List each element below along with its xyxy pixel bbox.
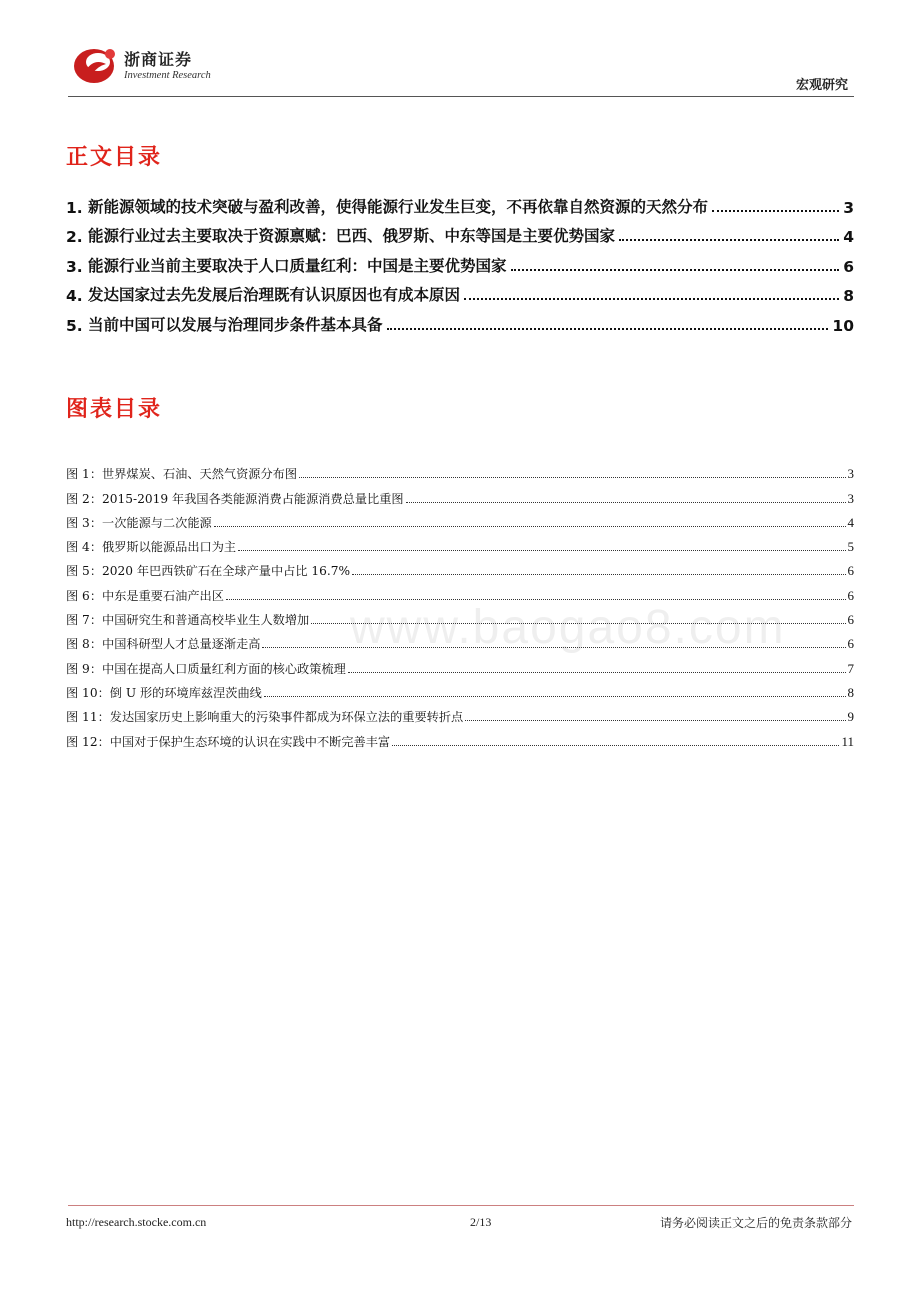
- figure-label: 图 1：: [66, 467, 103, 482]
- page-number: 2/13: [470, 1215, 492, 1229]
- footer-url-link[interactable]: http://research.stocke.com.cn: [66, 1215, 207, 1229]
- toc-leader: [238, 550, 845, 551]
- figure-title: 中国在提高人口质量红利方面的核心政策梳理: [102, 661, 346, 676]
- figure-page: 4: [847, 514, 854, 530]
- toc-entry-page: 3: [843, 198, 854, 217]
- figure-toc-entry[interactable]: [66, 482, 854, 506]
- brand-name: 浙商证券: [124, 50, 193, 69]
- figure-title: 中国科研型人才总量逐渐走高: [102, 637, 261, 652]
- figure-title: 中国研究生和普通高校毕业生人数增加: [102, 613, 310, 628]
- figure-page: 11: [841, 733, 854, 749]
- toc-leader: [619, 239, 839, 241]
- figure-page: 6: [847, 612, 854, 628]
- figure-page: 6: [847, 587, 854, 603]
- toc-entry-page: 4: [843, 228, 854, 246]
- figure-title: 2015-2019 年我国各类能源消费占能源消费总量比重图: [102, 491, 404, 506]
- figure-label: 图 2：: [66, 491, 103, 506]
- figure-title: 2020 年巴西铁矿石在全球产量中占比 16.7%: [102, 564, 351, 579]
- watermark: www.baogao8.com: [350, 601, 786, 654]
- toc-entry-text: 当前中国可以发展与治理同步条件基本具备: [88, 315, 383, 334]
- toc-entry-text: 能源行业当前主要取决于人口质量红利：中国是主要优势国家: [88, 256, 507, 275]
- figure-toc-title: 图表目录: [66, 397, 163, 422]
- toc-leader: [299, 477, 845, 478]
- figure-label: 图 6：: [66, 588, 103, 603]
- brand-logo-icon: [72, 44, 120, 86]
- figure-toc-entry[interactable]: [66, 507, 854, 531]
- figure-page: 5: [847, 539, 854, 555]
- toc-entry-number: 3.: [66, 257, 83, 276]
- toc-entry-number: 2.: [66, 228, 83, 246]
- toc-entry-page: 10: [832, 316, 854, 335]
- toc-entry[interactable]: [66, 246, 854, 276]
- figure-label: 图 8：: [66, 637, 103, 652]
- figure-toc-entry[interactable]: [66, 555, 854, 579]
- toc-leader: [511, 269, 840, 271]
- toc-entry-text: 发达国家过去先发展后治理既有认识原因也有成本原因: [88, 286, 461, 304]
- figure-label: 图 3：: [66, 515, 103, 530]
- figure-toc-entry[interactable]: [66, 458, 854, 482]
- figure-toc-entry[interactable]: [66, 677, 854, 701]
- disclaimer-note: 请务必阅读正文之后的免责条款部分: [659, 1216, 852, 1230]
- figure-title: 世界煤炭、石油、天然气资源分布图: [102, 467, 298, 482]
- figure-toc-entry[interactable]: [66, 531, 854, 555]
- page-header: [0, 0, 920, 100]
- toc-leader: [352, 574, 845, 575]
- figure-page: 8: [847, 684, 854, 700]
- figure-toc-entry[interactable]: [66, 725, 854, 749]
- toc-entry[interactable]: [66, 187, 854, 217]
- main-toc-title: 正文目录: [66, 145, 163, 170]
- figure-page: 6: [847, 636, 854, 652]
- toc-entry-number: 5.: [66, 316, 83, 335]
- figure-label: 图 12：: [66, 734, 110, 749]
- figure-title: 一次能源与二次能源: [102, 515, 212, 530]
- toc-entry[interactable]: [66, 217, 854, 247]
- figure-title: 倒 U 形的环境库兹涅茨曲线: [109, 685, 262, 700]
- toc-entry-number: 4.: [66, 287, 83, 305]
- figure-page: 3: [847, 466, 854, 482]
- report-category: 宏观研究: [795, 78, 848, 93]
- brand-subtitle: Investment Research: [124, 70, 211, 81]
- figure-page: 9: [847, 709, 854, 725]
- toc-leader: [406, 502, 846, 503]
- figure-toc-entry[interactable]: [66, 652, 854, 676]
- figure-label: 图 10：: [66, 685, 110, 700]
- toc-entry-text: 新能源领域的技术突破与盈利改善，使得能源行业发生巨变，不再依靠自然资源的天然分布: [88, 197, 709, 216]
- figure-toc-entry[interactable]: [66, 701, 854, 725]
- toc-entry-number: 1.: [66, 198, 83, 217]
- figure-label: 图 7：: [66, 613, 103, 628]
- toc-leader: [392, 745, 839, 746]
- figure-title: 中国对于保护生态环境的认识在实践中不断完善丰富: [109, 734, 391, 749]
- toc-leader: [712, 210, 839, 212]
- figure-label: 图 5：: [66, 564, 103, 579]
- footer-divider: [68, 1205, 854, 1206]
- toc-leader: [465, 720, 845, 721]
- toc-entry[interactable]: [66, 305, 854, 335]
- figure-label: 图 4：: [66, 540, 103, 555]
- figure-title: 中东是重要石油产出区: [102, 588, 224, 603]
- figure-title: 俄罗斯以能源品出口为主: [102, 540, 237, 555]
- toc-entry-text: 能源行业过去主要取决于资源禀赋：巴西、俄罗斯、中东等国是主要优势国家: [88, 227, 616, 245]
- toc-entry[interactable]: [66, 276, 854, 306]
- toc-entry-page: 6: [843, 257, 854, 276]
- toc-leader: [348, 672, 846, 673]
- figure-label: 图 11：: [66, 710, 110, 725]
- toc-entry-page: 8: [843, 287, 854, 305]
- header-divider: [68, 96, 854, 97]
- toc-leader: [464, 298, 839, 300]
- toc-leader: [387, 328, 829, 330]
- figure-page: 3: [847, 490, 854, 506]
- figure-page: 7: [847, 660, 854, 676]
- figure-title: 发达国家历史上影响重大的污染事件都成为环保立法的重要转折点: [109, 710, 464, 725]
- toc-leader: [214, 526, 846, 527]
- main-toc-list: [66, 187, 854, 335]
- figure-label: 图 9：: [66, 661, 103, 676]
- toc-leader: [264, 696, 846, 697]
- figure-page: 6: [847, 563, 854, 579]
